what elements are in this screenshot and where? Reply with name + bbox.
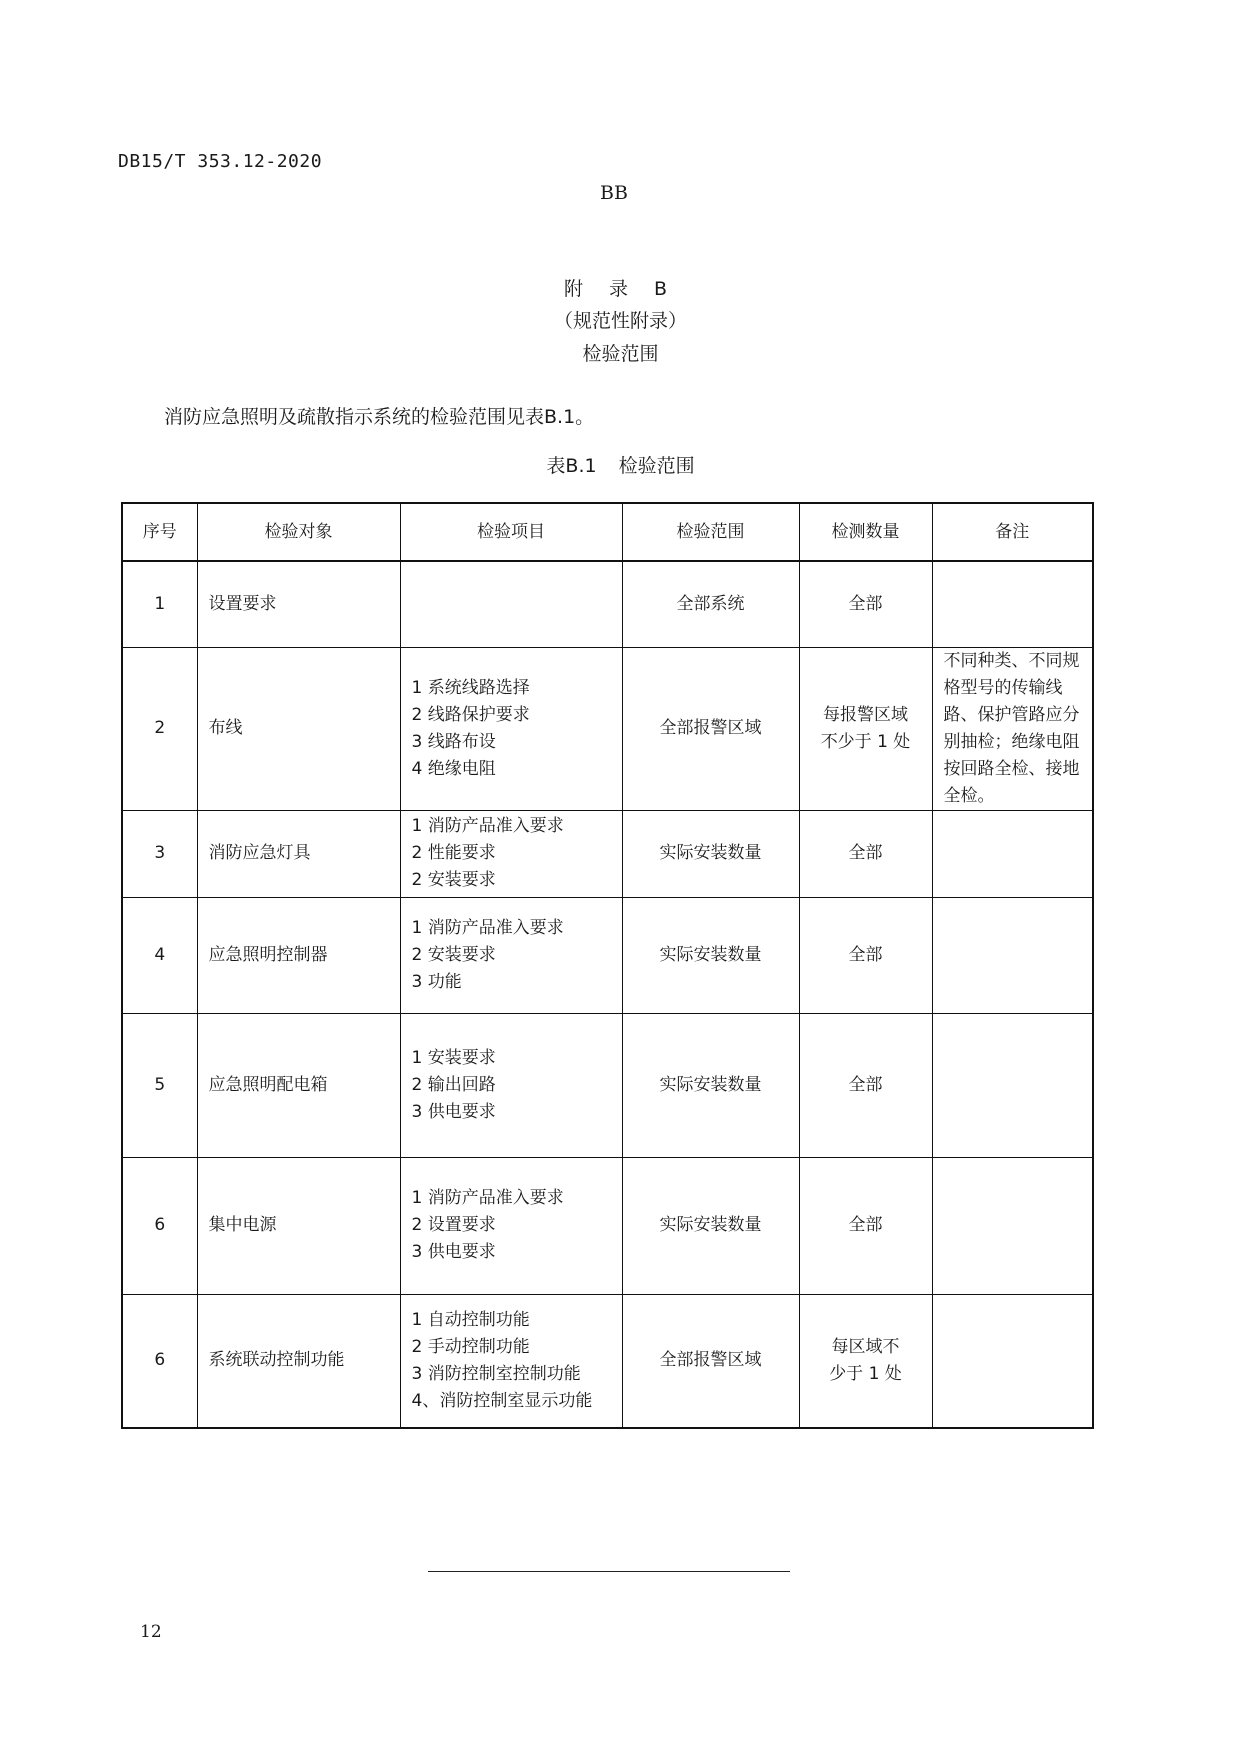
header-no: 序号 — [122, 503, 197, 561]
cell-items: 1 消防产品准入要求 2 设置要求 3 供电要求 — [400, 1157, 622, 1294]
cell-range: 实际安装数量 — [622, 1157, 799, 1294]
cell-no: 1 — [122, 561, 197, 647]
cell-no: 6 — [122, 1294, 197, 1428]
intro-paragraph: 消防应急照明及疏散指示系统的检验范围见表B.1。 — [164, 406, 595, 428]
document-code: DB15/T 353.12-2020 — [118, 151, 323, 172]
cell-range: 全部报警区域 — [622, 1294, 799, 1428]
table-row — [122, 810, 1093, 897]
table-header-row — [122, 503, 1093, 561]
header-note: 备注 — [932, 503, 1093, 561]
cell-items: 1 自动控制功能 2 手动控制功能 3 消防控制室控制功能 4、消防控制室显示功能 — [400, 1294, 622, 1428]
cell-qty: 全部 — [799, 897, 932, 1013]
cell-qty: 全部 — [799, 810, 932, 897]
cell-object: 消防应急灯具 — [197, 810, 400, 897]
cell-no: 6 — [122, 1157, 197, 1294]
cell-object: 设置要求 — [197, 561, 400, 647]
table-row — [122, 1157, 1093, 1294]
cell-object: 应急照明配电箱 — [197, 1013, 400, 1157]
cell-no: 4 — [122, 897, 197, 1013]
table-caption-number: 表B.1 — [546, 455, 597, 477]
appendix-name: 检验范围 — [582, 343, 659, 365]
cell-no: 2 — [122, 647, 197, 810]
cell-note — [932, 1294, 1093, 1428]
cell-no: 5 — [122, 1013, 197, 1157]
footer-rule — [428, 1571, 790, 1572]
cell-range: 全部系统 — [622, 561, 799, 647]
table-row — [122, 1294, 1093, 1428]
page-number: 12 — [140, 1622, 162, 1642]
cell-range: 全部报警区域 — [622, 647, 799, 810]
header-object: 检验对象 — [197, 503, 400, 561]
table-caption — [0, 451, 1241, 478]
table-row — [122, 647, 1093, 810]
cell-note: 不同种类、不同规格型号的传输线路、保护管路应分别抽检；绝缘电阻按回路全检、接地全检。 — [932, 647, 1093, 810]
cell-items — [400, 561, 622, 647]
cell-object: 集中电源 — [197, 1157, 400, 1294]
header-qty: 检测数量 — [799, 503, 932, 561]
cell-qty: 每报警区域 不少于 1 处 — [799, 647, 932, 810]
header-range: 检验范围 — [622, 503, 799, 561]
header-items: 检验项目 — [400, 503, 622, 561]
cell-items: 1 消防产品准入要求 2 性能要求 2 安装要求 — [400, 810, 622, 897]
cell-note — [932, 561, 1093, 647]
table-row — [122, 1013, 1093, 1157]
cell-object: 布线 — [197, 647, 400, 810]
cell-items: 1 系统线路选择 2 线路保护要求 3 线路布设 4 绝缘电阻 — [400, 647, 622, 810]
appendix-title: 附 录 B — [563, 278, 678, 300]
cell-no: 3 — [122, 810, 197, 897]
cell-note — [932, 810, 1093, 897]
cell-note — [932, 1157, 1093, 1294]
cell-qty: 全部 — [799, 1013, 932, 1157]
cell-range: 实际安装数量 — [622, 810, 799, 897]
cell-items: 1 安装要求 2 输出回路 3 供电要求 — [400, 1013, 622, 1157]
cell-object: 系统联动控制功能 — [197, 1294, 400, 1428]
appendix-type: （规范性附录） — [553, 310, 687, 332]
table-row — [122, 561, 1093, 647]
cell-note — [932, 897, 1093, 1013]
table-caption-title: 检验范围 — [618, 455, 695, 477]
cell-items: 1 消防产品准入要求 2 安装要求 3 功能 — [400, 897, 622, 1013]
cell-note — [932, 1013, 1093, 1157]
cell-range: 实际安装数量 — [622, 897, 799, 1013]
table-row — [122, 897, 1093, 1013]
cell-qty: 全部 — [799, 1157, 932, 1294]
header-mark: BB — [600, 182, 628, 204]
cell-qty: 全部 — [799, 561, 932, 647]
cell-range: 实际安装数量 — [622, 1013, 799, 1157]
cell-qty: 每区域不 少于 1 处 — [799, 1294, 932, 1428]
cell-object: 应急照明控制器 — [197, 897, 400, 1013]
inspection-scope-table — [121, 502, 1094, 1429]
